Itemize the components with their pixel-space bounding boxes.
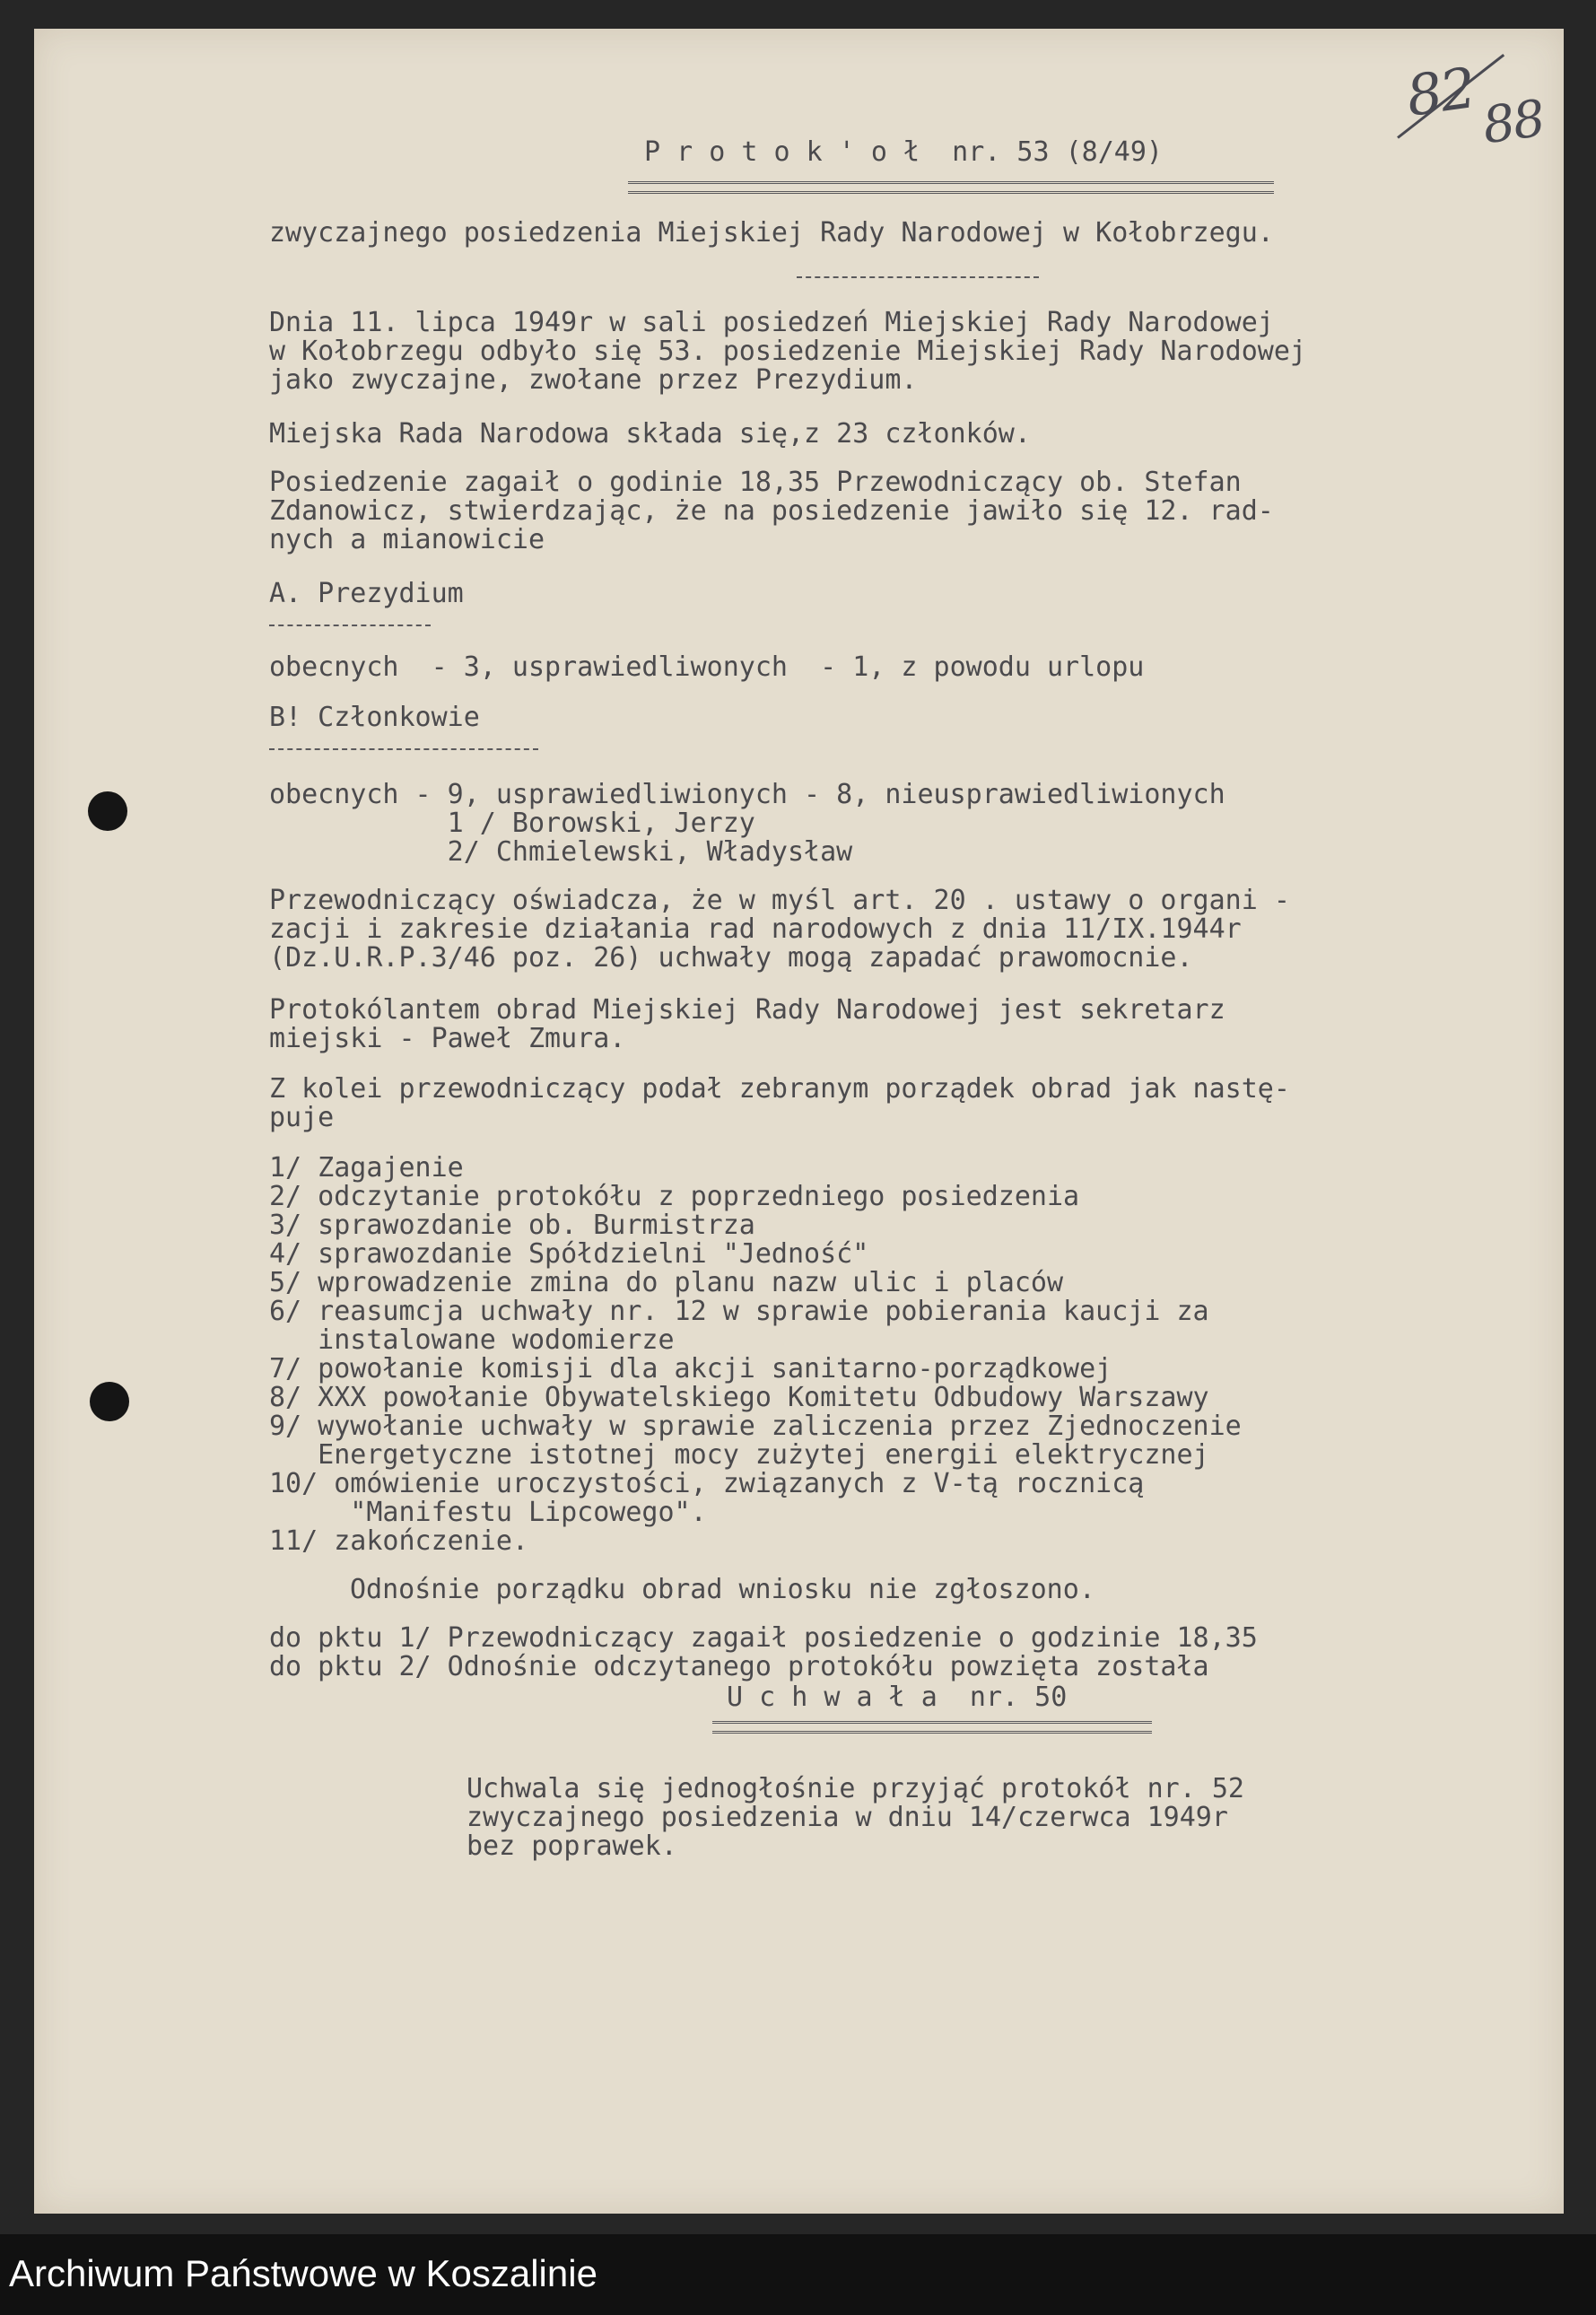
point-1-line: do pktu 1/ Przewodniczący zagaił posiedzenie o godzinie 18,35 — [269, 1622, 1258, 1654]
agenda-item: 1/ Zagajenie — [269, 1152, 464, 1184]
secretary-line-2: miejski - Paweł Zmura. — [269, 1023, 626, 1054]
agenda-item: 11/ zakończenie. — [269, 1525, 528, 1557]
agenda-item: 9/ wywołanie uchwały w sprawie zaliczenia przez Zjednoczenie — [269, 1411, 1242, 1442]
opening-line-3: nych a mianowicie — [269, 524, 545, 555]
archive-footer — [0, 2234, 1596, 2315]
punch-hole-top — [88, 791, 127, 831]
agenda-item: instalowane wodomierze — [269, 1324, 675, 1356]
agenda-item: 4/ sprawozdanie Spółdzielni "Jedność" — [269, 1238, 869, 1270]
section-b-underline — [269, 748, 538, 750]
agenda-item: 7/ powołanie komisji dla akcji sanitarno-porządkowej — [269, 1353, 1112, 1385]
quorum-line-3: (Dz.U.R.P.3/46 poz. 26) uchwały mogą zapadać prawomocnie. — [269, 942, 1193, 974]
section-a-line: obecnych - 3, usprawiedliwonych - 1, z powodu urlopu — [269, 651, 1145, 683]
secretary-line-1: Protokólantem obrad Miejskiej Rady Narodowej jest sekretarz — [269, 994, 1225, 1026]
resolution-text-line-1: Uchwala się jednogłośnie przyjąć protokół nr. 52 — [467, 1773, 1244, 1804]
archive-label: Archiwum Państwowe w Koszalinie — [9, 2252, 597, 2294]
opening-line-1: Posiedzenie zagaił o godinie 18,35 Przewodniczący ob. Stefan — [269, 467, 1242, 498]
agenda-item: 5/ wprowadzenie zmina do planu nazw ulic i placów — [269, 1267, 1064, 1298]
document-page — [34, 29, 1564, 2214]
intro-line-3: jako zwyczajne, zwołane przez Prezydium. — [269, 364, 918, 396]
members-line: Miejska Rada Narodowa składa się,z 23 członków. — [269, 418, 1031, 450]
resolution-underline — [712, 1721, 1152, 1734]
document-subtitle: zwyczajnego posiedzenia Miejskiej Rady Narodowej w Kołobrzegu. — [269, 217, 1274, 249]
title-underline — [628, 181, 1274, 194]
agenda-item: 8/ XXX powołanie Obywatelskiego Komitetu Odbudowy Warszawy — [269, 1382, 1209, 1413]
agenda-item: 3/ sprawozdanie ob. Burmistrza — [269, 1210, 755, 1241]
page-number: 88 — [1478, 89, 1548, 156]
section-a-underline — [269, 625, 431, 626]
page-number-struck: 82 — [1402, 55, 1478, 129]
section-b-line-2: 1 / Borowski, Jerzy — [269, 808, 755, 839]
section-b-line-3: 2/ Chmielewski, Władysław — [269, 836, 853, 868]
document-title: P r o t o k ' o ł nr. 53 (8/49) — [644, 136, 1163, 168]
section-b-heading: B! Członkowie — [269, 702, 480, 733]
agenda-item: 2/ odczytanie protokółu z poprzedniego posiedzenia — [269, 1181, 1080, 1212]
punch-hole-bottom — [90, 1382, 129, 1421]
intro-line-2: w Kołobrzegu odbyło się 53. posiedzenie Miejskiej Rady Narodowej — [269, 336, 1306, 367]
resolution-text-line-3: bez poprawek. — [467, 1830, 677, 1862]
agenda-intro-line-1: Z kolei przewodniczący podał zebranym porządek obrad jak nastę- — [269, 1073, 1290, 1105]
agenda-item: 10/ omówienie uroczystości, związanych z V-tą rocznicą — [269, 1468, 1145, 1499]
no-motions-line: Odnośnie porządku obrad wniosku nie zgłoszono. — [350, 1574, 1095, 1605]
quorum-line-2: zacji i zakresie działania rad narodowych z dnia 11/IX.1944r — [269, 913, 1242, 945]
agenda-item: 6/ reasumcja uchwały nr. 12 w sprawie pobierania kaucji za — [269, 1296, 1209, 1327]
resolution-title: U c h w a ł a nr. 50 — [727, 1682, 1068, 1713]
agenda-intro-line-2: puje — [269, 1102, 335, 1133]
point-2-line: do pktu 2/ Odnośnie odczytanego protokółu powzięta została — [269, 1651, 1209, 1682]
section-a-heading: A. Prezydium — [269, 578, 464, 609]
intro-line-1: Dnia 11. lipca 1949r w sali posiedzeń Miejskiej Rady Narodowej — [269, 307, 1274, 338]
section-b-line-1: obecnych - 9, usprawiedliwionych - 8, nieusprawiedliwionych — [269, 779, 1225, 810]
quorum-line-1: Przewodniczący oświadcza, że w myśl art. 20 . ustawy o organi - — [269, 885, 1290, 916]
subtitle-divider — [797, 276, 1039, 278]
opening-line-2: Zdanowicz, stwierdzając, że na posiedzenie jawiło się 12. rad- — [269, 495, 1274, 527]
resolution-text-line-2: zwyczajnego posiedzenia w dniu 14/czerwca 1949r — [467, 1802, 1228, 1833]
agenda-item: Energetyczne istotnej mocy zużytej energii elektrycznej — [269, 1439, 1209, 1471]
agenda-item: "Manifestu Lipcowego". — [269, 1497, 707, 1528]
